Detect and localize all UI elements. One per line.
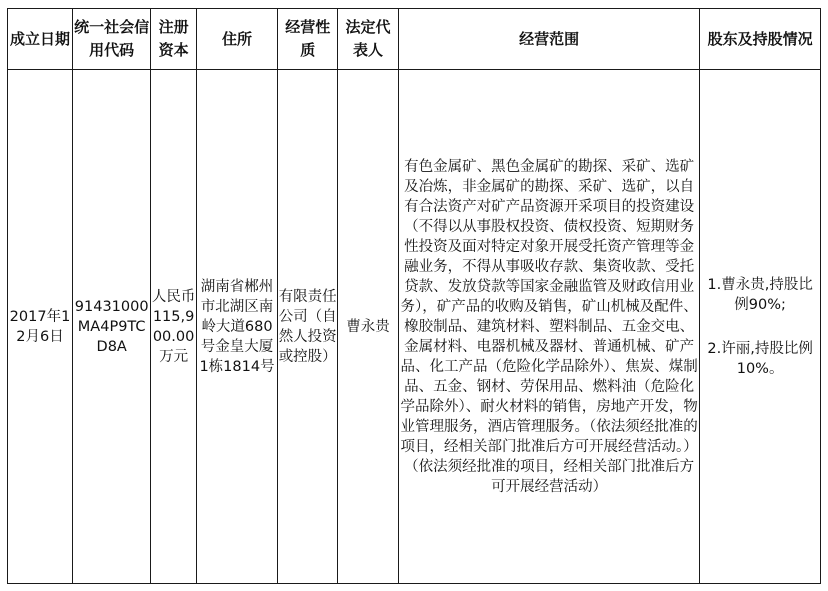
shareholder-item: 1.曹永贵,持股比例90%; — [707, 276, 813, 313]
cell-legal-representative: 曹永贵 — [338, 70, 399, 584]
cell-establish-date: 2017年12月6日 — [8, 70, 73, 584]
shareholder-item: 2.许丽,持股比例10%。 — [707, 340, 813, 377]
company-registration-table — [7, 8, 821, 584]
cell-shareholders — [700, 70, 821, 584]
header-registered-capital: 注册资本 — [151, 9, 196, 70]
header-address: 住所 — [196, 9, 278, 70]
table-row — [8, 70, 821, 584]
cell-address: 湖南省郴州市北湖区南岭大道680号金皇大厦1栋1814号 — [196, 70, 278, 584]
cell-registered-capital: 人民币115,900.00万元 — [151, 70, 196, 584]
header-business-scope: 经营范围 — [398, 9, 699, 70]
header-business-nature: 经营性质 — [278, 9, 338, 70]
cell-credit-code: 91431000MA4P9TCD8A — [72, 70, 150, 584]
header-legal-representative: 法定代表人 — [338, 9, 399, 70]
cell-business-scope: 有色金属矿、黑色金属矿的勘探、采矿、选矿及冶炼，非金属矿的勘探、采矿、选矿，以自有合法资产对矿产品资源开采项目的投资建设（不得以从事股权投资、债权投资、短期财务性投资及面对特定对象开展受托资产管理等金融业务，不得从事吸收存款、集资收款、受托贷款、发放贷款等国家金融监管及财政信用业务），矿产品的收购及销售，矿山机械及配件、橡胶制品、建筑材料、塑料制品、五金交电、金属材料、电器机械及器材、普通机械、矿产品、化工产品（危险化学品除外）、焦炭、煤制品、五金、钢材、劳保用品、燃料油（危险化学品除外）、耐火材料的销售，房地产开发，物业管理服务，酒店管理服务。（依法须经批准的项目，经相关部门批准后方可开展经营活动。）（依法须经批准的项目，经相关部门批准后方可开展经营活动） — [398, 70, 699, 584]
header-credit-code: 统一社会信用代码 — [72, 9, 150, 70]
header-establish-date: 成立日期 — [8, 9, 73, 70]
header-row — [8, 9, 821, 70]
shareholder-spacer — [700, 315, 820, 339]
cell-business-nature: 有限责任公司（自然人投资或控股） — [278, 70, 338, 584]
header-shareholders: 股东及持股情况 — [700, 9, 821, 70]
